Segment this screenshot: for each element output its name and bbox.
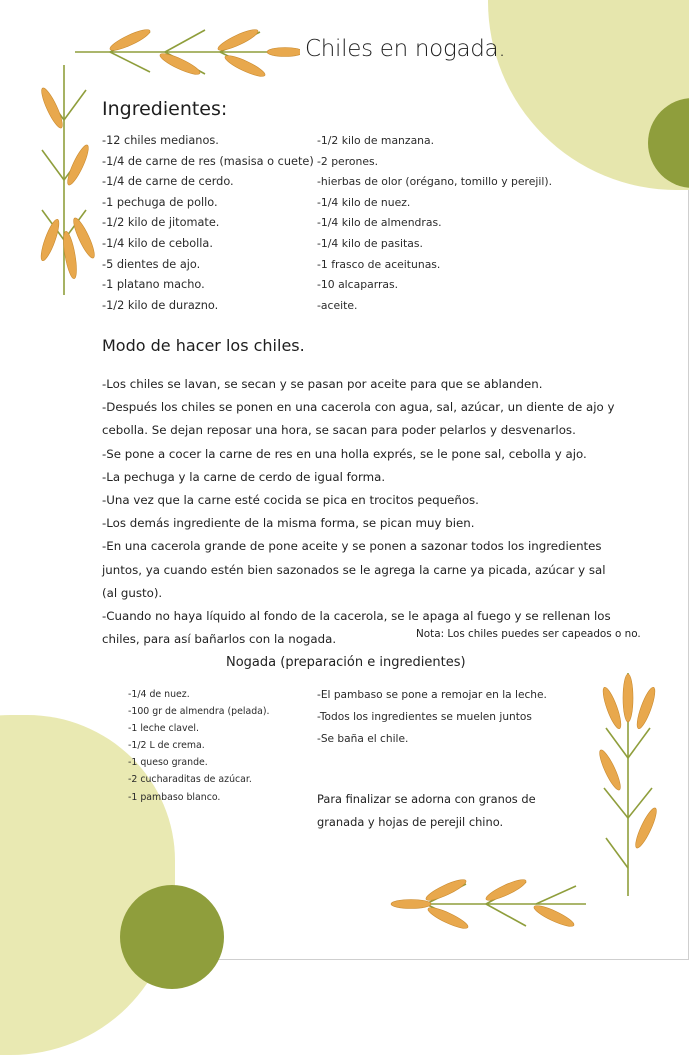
recipe-title: Chiles en nogada. <box>305 36 506 62</box>
method-step: -Una vez que la carne esté cocida se pica en trocitos pequeños. <box>102 493 479 508</box>
list-item: -aceite. <box>317 298 358 312</box>
final-instruction: Para finalizar se adorna con granos de granada y hojas de perejil chino. <box>317 792 536 829</box>
wheat-sprig-right-icon <box>592 668 660 900</box>
nogada-ingredients-list <box>128 686 270 806</box>
method-step: -La pechuga y la carne de cerdo de igual forma. <box>102 469 386 484</box>
list-item: -Se baña el chile. <box>317 733 409 745</box>
list-item: -1/4 de nuez. <box>128 689 190 700</box>
ingredients-list-left <box>102 131 314 316</box>
method-step: -Los chiles se lavan, se secan y se pasan por aceite para que se ablanden. <box>102 377 543 391</box>
list-item: -12 chiles medianos. <box>102 134 219 147</box>
wheat-sprig-left-icon <box>34 60 98 300</box>
ingredients-heading: Ingredientes: <box>102 98 228 120</box>
list-item: -1 platano macho. <box>102 278 205 292</box>
method-heading: Modo de hacer los chiles. <box>102 336 305 355</box>
method-step: -En una cacerola grande de pone aceite y se ponen a sazonar todos los ingredientes juntos, ya cuando estén bien sazonados se le agrega la carne ya picada, azúcar y sal (al gusto). <box>102 539 606 600</box>
decorative-circle-bottom-left <box>120 885 224 989</box>
list-item: -1 pambaso blanco. <box>128 791 221 803</box>
list-item: -El pambaso se pone a remojar en la leche. <box>317 689 547 701</box>
list-item: -1 frasco de aceitunas. <box>317 257 441 271</box>
nogada-steps-list <box>317 684 547 750</box>
list-item: -1/4 kilo de pasitas. <box>317 236 423 250</box>
list-item: -5 dientes de ajo. <box>102 257 201 271</box>
list-item: -Todos los ingredientes se muelen juntos <box>317 711 532 723</box>
list-item: -2 cucharaditas de azúcar. <box>128 774 252 786</box>
list-item: -1/2 kilo de durazno. <box>102 298 219 312</box>
wheat-sprig-bottom-icon <box>386 872 592 932</box>
list-item: -1 pechuga de pollo. <box>102 195 218 209</box>
list-item: -1/2 L de crema. <box>128 740 205 752</box>
list-item: -1 queso grande. <box>128 757 208 769</box>
method-steps <box>102 373 622 651</box>
list-item: -1/4 kilo de nuez. <box>317 195 411 209</box>
method-step: -Después los chiles se ponen en una cacerola con agua, sal, azúcar, un diente de ajo y cebolla. Se dejan reposar una hora, se sacan para poder pelarlos y desvenarlos. <box>102 400 615 438</box>
list-item: -1/4 kilo de almendras. <box>317 216 442 230</box>
method-step: -Los demás ingrediente de la misma forma, se pican muy bien. <box>102 516 475 531</box>
ingredients-list-right <box>317 131 552 316</box>
list-item: -100 gr de almendra (pelada). <box>128 706 270 718</box>
wheat-sprig-top-icon <box>70 22 300 82</box>
method-step: -Se pone a cocer la carne de res en una holla exprés, se le pone sal, cebolla y ajo. <box>102 446 587 461</box>
list-item: -10 alcaparras. <box>317 278 399 292</box>
list-item: -1/2 kilo de jitomate. <box>102 216 220 230</box>
nogada-heading: Nogada (preparación e ingredientes) <box>226 655 466 670</box>
list-item: -1/4 de carne de cerdo. <box>102 175 234 189</box>
list-item: -1 leche clavel. <box>128 723 199 735</box>
method-note: Nota: Los chiles puedes ser capeados o no. <box>416 628 641 640</box>
list-item: -1/4 kilo de cebolla. <box>102 236 213 250</box>
list-item: -1/4 de carne de res (masisa o cuete) <box>102 154 314 168</box>
list-item: -hierbas de olor (orégano, tomillo y perejil). <box>317 175 553 189</box>
list-item: -1/2 kilo de manzana. <box>317 134 435 147</box>
method-step: -Cuando no haya líquido al fondo de la cacerola, se le apaga al fuego y se rellenan los chiles, para así bañarlos con la nogada. <box>102 609 611 647</box>
list-item: -2 perones. <box>317 154 379 168</box>
